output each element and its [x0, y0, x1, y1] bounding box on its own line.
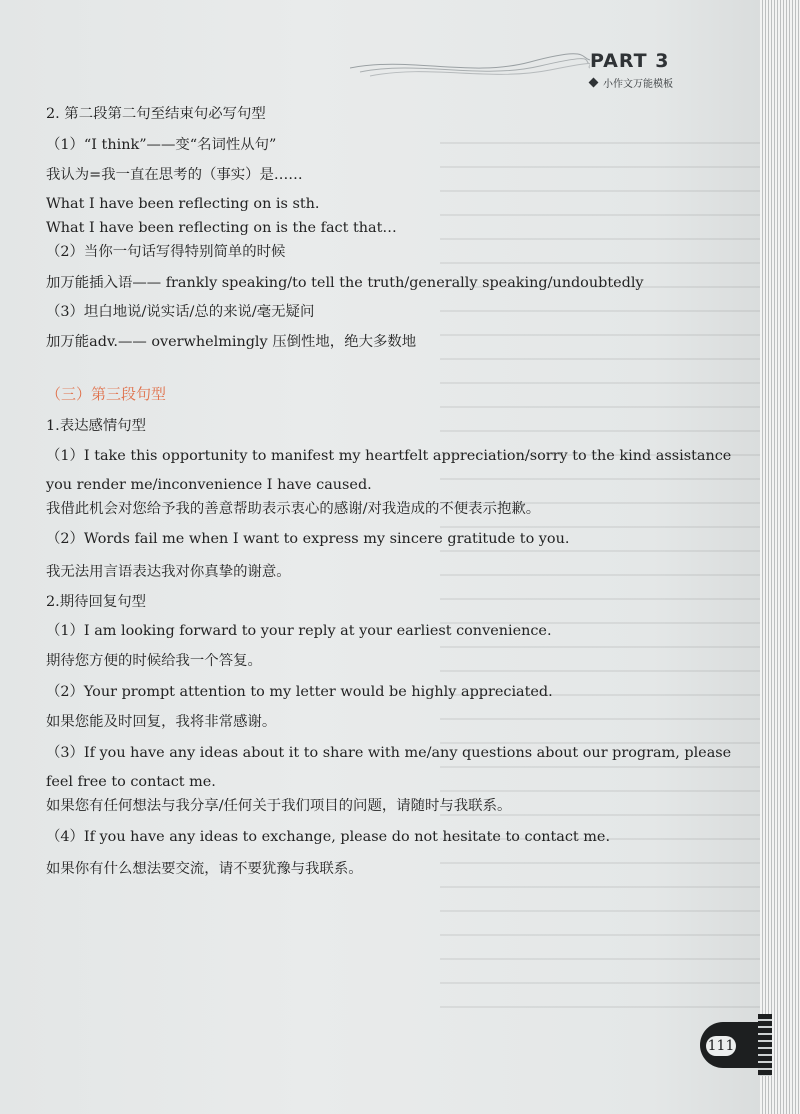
header-swoosh-decoration [350, 48, 590, 82]
subheading-1: 1.表达感情句型 [46, 418, 147, 434]
text-line: What I have been reflecting on is the fact that… [46, 220, 397, 236]
page-number: 111 [707, 1038, 735, 1054]
text-line: 如果你有什么想法要交流，请不要犹豫与我联系。 [46, 861, 363, 877]
text-line: 期待您方便的时候给我一个答复。 [46, 653, 262, 669]
text-line: （4）If you have any ideas to exchange, please do not hesitate to contact me. [46, 829, 611, 845]
text-line: （1）I take this opportunity to manifest my heartfelt appreciation/sorry to the kind assistance [46, 448, 732, 464]
text-line: 如果您有任何想法与我分享/任何关于我们项目的问题，请随时与我联系。 [46, 798, 512, 814]
page-edges [760, 0, 800, 1114]
text-line: 我无法用言语表达我对你真挚的谢意。 [46, 564, 291, 580]
text-line: （2）Your prompt attention to my letter would be highly appreciated. [46, 684, 553, 700]
text-line: （1）“I think”——变“名词性从句” [46, 137, 277, 153]
text-line: （2）Words fail me when I want to express my sincere gratitude to you. [46, 531, 570, 547]
text-line: 如果您能及时回复，我将非常感谢。 [46, 714, 277, 730]
text-line: 我借此机会对您给予我的善意帮助表示衷心的感谢/对我造成的不便表示抱歉。 [46, 501, 541, 517]
diamond-icon [589, 78, 599, 88]
part-subtitle [590, 75, 673, 90]
bleed-through-text [440, 120, 760, 1020]
text-line: （3）If you have any ideas about it to share with me/any questions about our program, please [46, 745, 732, 761]
text-line: （2）当你一句话写得特别简单的时候 [46, 244, 286, 260]
section-heading-3: （三）第三段句型 [46, 385, 167, 403]
text-line: you render me/inconvenience I have caused. [46, 477, 372, 493]
text-line: 加万能adv.—— overwhelmingly 压倒性地，绝大多数地 [46, 334, 417, 350]
text-line: What I have been reflecting on is sth. [46, 196, 320, 212]
part-subtitle-text: 小作文万能模板 [603, 79, 673, 90]
part-label: PART 3 [590, 50, 670, 72]
text-line: feel free to contact me. [46, 774, 216, 790]
heading-2: 2. 第二段第二句至结束句必写句型 [46, 106, 266, 122]
text-line: 加万能插入语—— frankly speaking/to tell the truth/generally speaking/undoubtedly [46, 275, 644, 291]
text-line: 我认为=我一直在思考的（事实）是…… [46, 167, 303, 183]
subheading-2: 2.期待回复句型 [46, 594, 147, 610]
text-line: （1）I am looking forward to your reply at your earliest convenience. [46, 623, 552, 639]
text-line: （3）坦白地说/说实话/总的来说/毫无疑问 [46, 304, 315, 320]
